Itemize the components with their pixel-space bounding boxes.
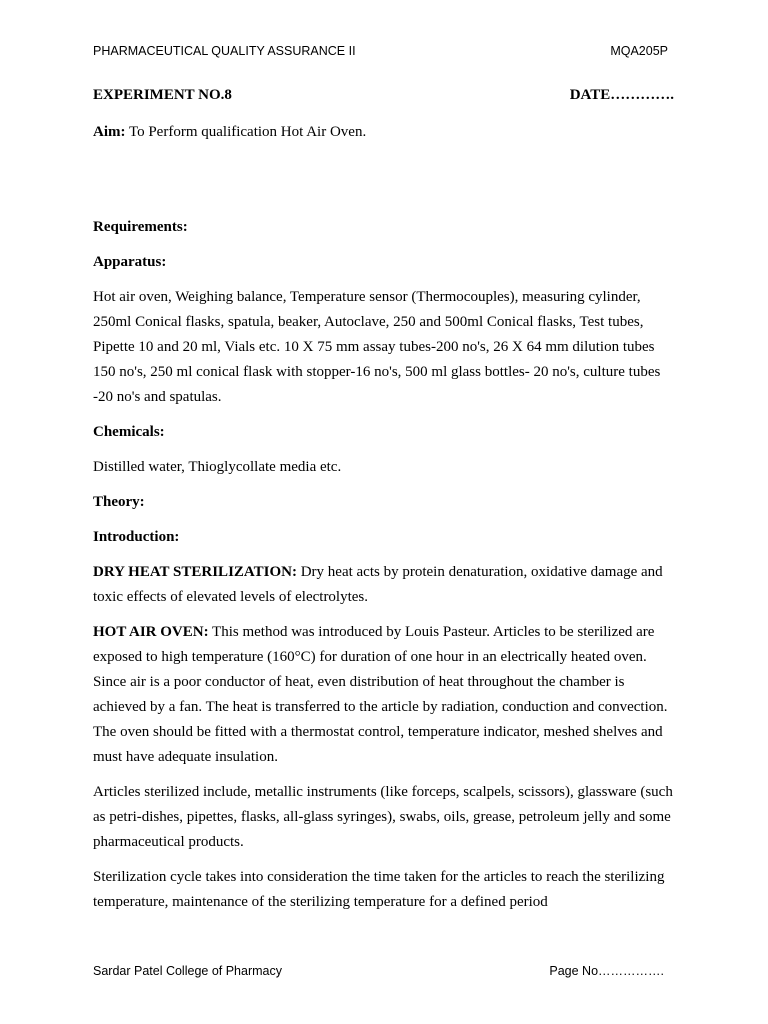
theory-heading: Theory: <box>93 494 145 510</box>
dry-heat-paragraph <box>93 560 678 610</box>
footer-page-number: Page No……………. <box>549 964 664 978</box>
requirements-heading: Requirements: <box>93 219 188 235</box>
chemicals-text: Distilled water, Thioglycollate media etc. <box>93 459 342 475</box>
running-header-code: MQA205P <box>610 44 668 58</box>
introduction-heading: Introduction: <box>93 529 180 545</box>
aim-paragraph <box>93 120 678 145</box>
hot-air-oven-paragraph <box>93 620 678 770</box>
document-body <box>93 120 678 915</box>
hot-air-oven-label: HOT AIR OVEN: <box>93 624 209 640</box>
hot-air-oven-text: This method was introduced by Louis Pasteur. Articles to be sterilized are exposed to high temperature (160°C) for duration of one hour in an electrically heated oven. Since air is a poor conductor of heat, even distribution of heat throughout the chamber is achieved by a fan. The heat is transferred to the article by radiation, conduction and convection. The oven should be fitted with a thermostat control, temperature indicator, meshed shelves and must have adequate insulation. <box>93 624 668 765</box>
sterilization-cycle-paragraph: Sterilization cycle takes into consideration the time taken for the articles to reach the sterilizing temperature, maintenance of the sterilizing temperature for a defined period <box>93 869 665 910</box>
footer-college-name: Sardar Patel College of Pharmacy <box>93 964 282 978</box>
dry-heat-label: DRY HEAT STERILIZATION: <box>93 564 297 580</box>
apparatus-heading: Apparatus: <box>93 254 167 270</box>
dry-heat-text: Dry heat acts by protein denaturation, oxidative damage and toxic effects of elevated levels of electrolytes. <box>93 564 663 605</box>
running-header-title: PHARMACEUTICAL QUALITY ASSURANCE II <box>93 44 356 58</box>
apparatus-text: Hot air oven, Weighing balance, Temperature sensor (Thermocouples), measuring cylinder, 250ml Conical flasks, spatula, beaker, Autoclave, 250 and 500ml Conical flasks, Test tubes, Pipette 10 and 20 ml, Vials etc. 10 X 75 mm assay tubes-200 no's, 26 X 64 mm dilution tubes 150 no's, 250 ml conical flask with stopper-16 no's, 500 ml glass bottles- 20 no's, culture tubes -20 no's and spatulas. <box>93 289 661 405</box>
articles-paragraph: Articles sterilized include, metallic instruments (like forceps, scalpels, scissors), glassware (such as petri-dishes, pipettes, flasks, all-glass syringes), swabs, oils, grease, petroleum jelly and some pharmaceutical products. <box>93 784 673 850</box>
experiment-number: EXPERIMENT NO.8 <box>93 87 232 103</box>
chemicals-heading: Chemicals: <box>93 424 165 440</box>
date-field: DATE…………. <box>569 87 674 103</box>
aim-text: To Perform qualification Hot Air Oven. <box>125 124 367 140</box>
aim-label: Aim: <box>93 124 126 140</box>
